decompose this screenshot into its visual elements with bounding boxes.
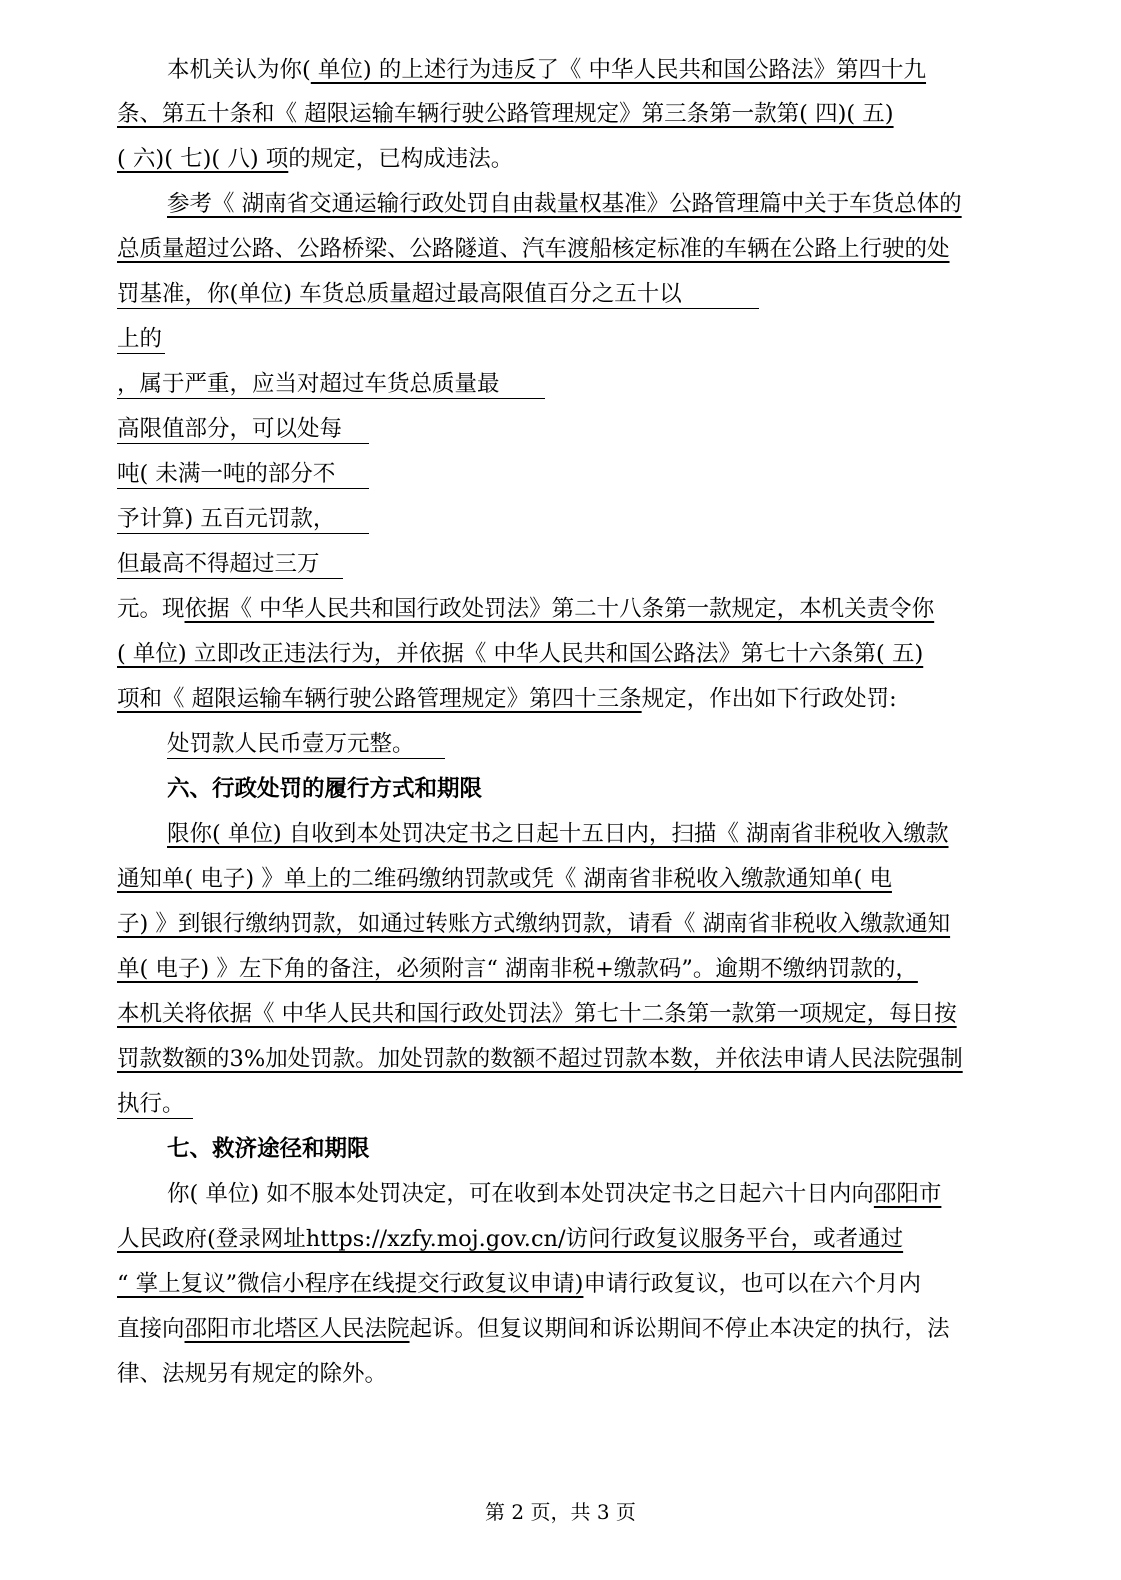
- text-line: [167, 56, 926, 86]
- text-line: [117, 1090, 193, 1120]
- text-line: [167, 820, 949, 850]
- text-line: [117, 280, 759, 310]
- text-underlined: 吨( 未满一吨的部分不: [117, 460, 369, 489]
- section-heading: 七、救济途径和期限: [167, 1136, 370, 1162]
- text-line: [117, 955, 918, 985]
- text-underlined: ( 六)( 七)( 八) 项: [117, 146, 289, 172]
- text-line: [117, 640, 923, 670]
- text-plain: 的规定，已构成违法。: [288, 146, 514, 172]
- text-line: [117, 1045, 963, 1075]
- text-line: [167, 730, 445, 760]
- text-line: [117, 505, 369, 535]
- text-underlined: 子) 》到银行缴纳罚款，如通过转账方式缴纳罚款，请看《 湖南省非税收入缴款通知: [117, 911, 951, 937]
- text-plain: 规定，作出如下行政处罚:: [641, 686, 897, 712]
- text-underlined: 条、第五十条和《 超限运输车辆行驶公路管理规定》第三条第一款第( 四)( 五): [117, 101, 894, 127]
- text-line: [117, 1000, 957, 1030]
- text-line: [117, 100, 894, 130]
- text-plain: 起诉。但复议期间和诉讼期间不停止本决定的执行，法: [409, 1316, 950, 1342]
- text-underlined: 总质量超过公路、公路桥梁、公路隧道、汽车渡船核定标准的车辆在公路上行驶的处: [117, 236, 950, 262]
- text-underlined: “ 掌上复议”微信小程序在线提交行政复议申请): [117, 1271, 584, 1297]
- text-underlined: 项和《 超限运输车辆行驶公路管理规定》第四十三条: [117, 686, 642, 712]
- text-underlined: 执行。: [117, 1090, 193, 1119]
- text-underlined: 人民政府(登录网址https://xzfy.moj.gov.cn/访问行政复议服务平台，或者通过: [117, 1226, 904, 1252]
- text-line: [117, 685, 897, 715]
- text-line: [167, 1180, 941, 1210]
- text-line: [117, 865, 892, 895]
- text-underlined: 罚款数额的3%加处罚款。加处罚款的数额不超过罚款本数，并依法申请人民法院强制: [117, 1046, 963, 1072]
- text-line: [117, 325, 165, 355]
- section-heading: 六、行政处罚的履行方式和期限: [167, 776, 483, 802]
- text-underlined: 本机关将依据《 中华人民共和国行政处罚法》第七十二条第一款第一项规定，每日按: [117, 1001, 957, 1027]
- text-underlined: 予计算) 五百元罚款，: [117, 505, 369, 534]
- text-underlined: 单( 电子) 》左下角的备注，必须附言“ 湖南非税+缴款码”。逾期不缴纳罚款的，: [117, 956, 918, 982]
- text-line: [167, 190, 962, 220]
- text-underlined: 高限值部分，可以处每: [117, 415, 369, 444]
- page-number: 第 2 页，共 3 页: [485, 1500, 636, 1524]
- text-underlined: 处罚款人民币壹万元整。: [167, 730, 445, 759]
- text-underlined: 依据《 中华人民共和国行政处罚法》第二十八条第一款规定，本机关责令你: [184, 596, 935, 622]
- text-line: [117, 1315, 950, 1345]
- text-line: [117, 1225, 903, 1255]
- text-line: [117, 595, 934, 625]
- text-line: [117, 910, 950, 940]
- text-line: [117, 1270, 921, 1300]
- text-underlined: 上的: [117, 325, 165, 354]
- text-plain: 你( 单位) 如不服本处罚决定，可在收到本处罚决定书之日起六十日内向: [167, 1181, 874, 1207]
- text-underlined: 邵阳市北塔区人民法院: [184, 1316, 410, 1342]
- text-line: [117, 145, 513, 175]
- text-underlined: 通知单( 电子) 》单上的二维码缴纳罚款或凭《 湖南省非税收入缴款通知单( 电: [117, 866, 892, 892]
- text-line: [117, 370, 545, 400]
- text-line: [117, 1360, 387, 1390]
- text-underlined: ，属于严重，应当对超过车货总质量最: [117, 370, 545, 399]
- text-underlined: ( 单位) 立即改正违法行为，并依据《 中华人民共和国公路法》第七十六条第( 五): [117, 641, 924, 667]
- text-plain: 申请行政复议，也可以在六个月内: [583, 1271, 921, 1297]
- text-plain: 直接向: [117, 1316, 185, 1342]
- text-line: [117, 415, 369, 445]
- text-underlined: 参考《 湖南省交通运输行政处罚自由裁量权基准》公路管理篇中关于车货总体的: [167, 191, 962, 217]
- text-plain: 元。现: [117, 596, 185, 622]
- text-underlined: 但最高不得超过三万: [117, 550, 343, 579]
- text-underlined: 限你( 单位) 自收到本处罚决定书之日起十五日内，扫描《 湖南省非税收入缴款: [167, 821, 949, 847]
- text-underlined: 单位) 的上述行为违反了《 中华人民共和国公路法》第四十九: [310, 57, 927, 83]
- text-line: [117, 235, 950, 265]
- text-underlined: 罚基准，你(单位) 车货总质量超过最高限值百分之五十以: [117, 280, 759, 309]
- text-line: [117, 460, 369, 490]
- text-line: [117, 550, 343, 580]
- text-plain: 律、法规另有规定的除外。: [117, 1361, 388, 1387]
- text-plain: 本机关认为你(: [167, 57, 311, 83]
- text-underlined: 邵阳市: [873, 1181, 942, 1207]
